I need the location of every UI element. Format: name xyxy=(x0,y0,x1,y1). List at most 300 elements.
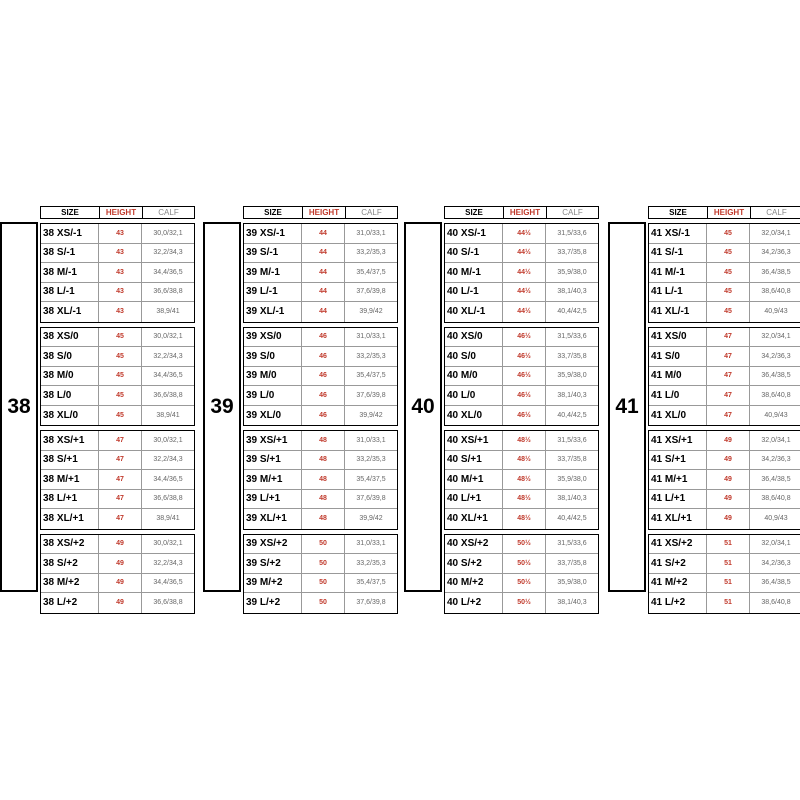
calf-cell: 33,7/35,8 xyxy=(557,352,587,360)
height-cell: 43 xyxy=(99,224,142,243)
table-row xyxy=(649,347,800,367)
size-cell: 41 XS/+1 xyxy=(649,431,707,450)
calf-cell: 35,9/38,0 xyxy=(557,372,587,380)
height-cell: 44½ xyxy=(503,224,546,243)
calf-cell: 38,1/40,3 xyxy=(557,288,587,296)
table-row xyxy=(445,367,598,387)
height-cell: 49 xyxy=(99,593,142,613)
size-cell: 40 M/-1 xyxy=(445,263,503,282)
table-row xyxy=(244,490,397,510)
row-group xyxy=(243,534,398,614)
table-row xyxy=(244,470,397,490)
size-cell: 39 XL/0 xyxy=(244,406,302,426)
table-row xyxy=(649,451,800,471)
height-cell: 44 xyxy=(302,302,345,322)
size-cell: 39 L/-1 xyxy=(244,283,302,302)
table-row xyxy=(41,302,194,322)
row-group xyxy=(444,327,599,427)
table-row xyxy=(649,431,800,451)
size-cell: 40 L/+2 xyxy=(445,593,503,613)
header-height: HEIGHT xyxy=(504,207,547,218)
calf-cell: 37,6/39,8 xyxy=(356,599,386,607)
calf-cell: 39,9/42 xyxy=(359,515,383,523)
height-cell: 45 xyxy=(99,406,142,426)
height-cell: 43 xyxy=(99,283,142,302)
calf-cell: 35,9/38,0 xyxy=(557,579,587,587)
row-group xyxy=(40,430,195,530)
calf-cell: 30,0/32,1 xyxy=(153,540,183,548)
calf-cell: 33,2/35,3 xyxy=(356,249,386,257)
row-group xyxy=(648,327,800,427)
table-row xyxy=(244,283,397,303)
height-cell: 51 xyxy=(707,574,750,593)
calf-cell: 31,5/33,6 xyxy=(557,436,587,444)
size-cell: 40 S/+1 xyxy=(445,451,503,470)
size-cell: 38 S/+2 xyxy=(41,554,99,573)
calf-cell: 38,9/41 xyxy=(156,411,180,419)
table-row xyxy=(41,224,194,244)
calf-cell: 31,0/33,1 xyxy=(356,333,386,341)
height-cell: 43 xyxy=(99,263,142,282)
header-calf: CALF xyxy=(766,208,787,217)
header-height: HEIGHT xyxy=(708,207,751,218)
calf-cell: 40,9/43 xyxy=(764,411,788,419)
calf-cell: 33,2/35,3 xyxy=(356,559,386,567)
calf-cell: 36,4/38,5 xyxy=(761,475,791,483)
height-cell: 51 xyxy=(707,593,750,613)
height-cell: 44 xyxy=(302,283,345,302)
height-cell: 46½ xyxy=(503,367,546,386)
table-row xyxy=(41,328,194,348)
table-row xyxy=(244,224,397,244)
size-cell: 38 S/-1 xyxy=(41,244,99,263)
table-row xyxy=(649,328,800,348)
height-cell: 45 xyxy=(707,302,750,322)
table-row xyxy=(41,283,194,303)
size-cell: 40 XS/-1 xyxy=(445,224,503,243)
calf-cell: 38,1/40,3 xyxy=(557,599,587,607)
calf-cell: 33,7/35,8 xyxy=(557,249,587,257)
height-cell: 46½ xyxy=(503,328,546,347)
row-group xyxy=(648,534,800,614)
height-cell: 49 xyxy=(99,535,142,554)
table-header xyxy=(243,206,398,219)
header-size: SIZE xyxy=(41,207,100,218)
calf-cell: 33,2/35,3 xyxy=(356,456,386,464)
table-row xyxy=(445,593,598,613)
calf-cell: 31,5/33,6 xyxy=(557,229,587,237)
size-cell: 39 L/+1 xyxy=(244,490,302,509)
calf-cell: 31,5/33,6 xyxy=(557,540,587,548)
height-cell: 45 xyxy=(707,244,750,263)
size-cell: 41 XL/+1 xyxy=(649,509,707,529)
size-cell: 39 S/0 xyxy=(244,347,302,366)
height-cell: 44½ xyxy=(503,263,546,282)
height-cell: 46 xyxy=(302,347,345,366)
header-calf: CALF xyxy=(361,208,382,217)
calf-cell: 38,1/40,3 xyxy=(557,391,587,399)
row-group xyxy=(243,223,398,323)
table-row xyxy=(445,244,598,264)
height-cell: 47 xyxy=(99,431,142,450)
size-cell: 41 XS/-1 xyxy=(649,224,707,243)
row-group xyxy=(444,534,599,614)
table-row xyxy=(445,509,598,529)
table-row xyxy=(41,490,194,510)
table-row xyxy=(41,509,194,529)
table-row xyxy=(649,224,800,244)
table-row xyxy=(649,470,800,490)
calf-cell: 38,6/40,8 xyxy=(761,599,791,607)
calf-cell: 38,6/40,8 xyxy=(761,288,791,296)
calf-cell: 30,0/32,1 xyxy=(153,229,183,237)
height-cell: 44½ xyxy=(503,302,546,322)
table-row xyxy=(41,367,194,387)
size-cell: 38 S/0 xyxy=(41,347,99,366)
size-cell: 38 L/0 xyxy=(41,386,99,405)
height-cell: 45 xyxy=(99,347,142,366)
shoe-size-label: 41 xyxy=(608,222,646,592)
calf-cell: 34,4/36,5 xyxy=(153,579,183,587)
calf-cell: 39,9/42 xyxy=(359,411,383,419)
table-row xyxy=(649,386,800,406)
calf-cell: 32,2/34,3 xyxy=(153,249,183,257)
size-cell: 41 M/+2 xyxy=(649,574,707,593)
height-cell: 47 xyxy=(99,451,142,470)
header-height: HEIGHT xyxy=(303,207,346,218)
height-cell: 47 xyxy=(99,470,142,489)
calf-cell: 34,4/36,5 xyxy=(153,372,183,380)
size-cell: 40 S/-1 xyxy=(445,244,503,263)
row-group xyxy=(648,223,800,323)
table-row xyxy=(41,431,194,451)
size-cell: 38 M/+1 xyxy=(41,470,99,489)
size-cell: 39 M/0 xyxy=(244,367,302,386)
calf-cell: 34,4/36,5 xyxy=(153,475,183,483)
table-row xyxy=(244,593,397,613)
size-cell: 40 XL/+1 xyxy=(445,509,503,529)
row-group xyxy=(243,327,398,427)
size-cell: 38 XL/-1 xyxy=(41,302,99,322)
height-cell: 47 xyxy=(99,490,142,509)
table-row xyxy=(41,244,194,264)
calf-cell: 32,0/34,1 xyxy=(761,436,791,444)
calf-cell: 32,0/34,1 xyxy=(761,229,791,237)
table-row xyxy=(244,347,397,367)
size-cell: 41 L/-1 xyxy=(649,283,707,302)
height-cell: 46 xyxy=(302,328,345,347)
size-cell: 38 S/+1 xyxy=(41,451,99,470)
size-cell: 40 XS/+1 xyxy=(445,431,503,450)
calf-cell: 34,2/36,3 xyxy=(761,456,791,464)
height-cell: 46½ xyxy=(503,347,546,366)
table-row xyxy=(244,554,397,574)
height-cell: 49 xyxy=(707,451,750,470)
size-cell: 39 XS/0 xyxy=(244,328,302,347)
calf-cell: 33,2/35,3 xyxy=(356,352,386,360)
height-cell: 50 xyxy=(302,554,345,573)
size-cell: 41 M/0 xyxy=(649,367,707,386)
calf-cell: 35,9/38,0 xyxy=(557,475,587,483)
shoe-size-label: 39 xyxy=(203,222,241,592)
size-cell: 40 S/0 xyxy=(445,347,503,366)
height-cell: 45 xyxy=(707,283,750,302)
size-table xyxy=(243,206,398,614)
table-row xyxy=(244,367,397,387)
size-cell: 40 XS/0 xyxy=(445,328,503,347)
calf-cell: 30,0/32,1 xyxy=(153,436,183,444)
table-row xyxy=(41,470,194,490)
table-header xyxy=(40,206,195,219)
height-cell: 49 xyxy=(99,574,142,593)
table-row xyxy=(445,224,598,244)
table-row xyxy=(649,283,800,303)
size-cell: 39 S/-1 xyxy=(244,244,302,263)
calf-cell: 36,6/38,8 xyxy=(153,599,183,607)
height-cell: 46½ xyxy=(503,406,546,426)
calf-cell: 36,4/38,5 xyxy=(761,268,791,276)
size-cell: 39 S/+2 xyxy=(244,554,302,573)
size-cell: 39 M/-1 xyxy=(244,263,302,282)
table-row xyxy=(445,263,598,283)
table-row xyxy=(244,302,397,322)
height-cell: 48½ xyxy=(503,451,546,470)
table-row xyxy=(41,574,194,594)
height-cell: 48½ xyxy=(503,431,546,450)
height-cell: 50½ xyxy=(503,535,546,554)
row-group xyxy=(40,327,195,427)
height-cell: 50 xyxy=(302,593,345,613)
table-row xyxy=(445,328,598,348)
table-header xyxy=(648,206,800,219)
header-height: HEIGHT xyxy=(100,207,143,218)
size-cell: 40 L/0 xyxy=(445,386,503,405)
size-cell: 40 S/+2 xyxy=(445,554,503,573)
height-cell: 50½ xyxy=(503,593,546,613)
table-row xyxy=(445,386,598,406)
height-cell: 43 xyxy=(99,244,142,263)
table-row xyxy=(649,302,800,322)
height-cell: 48½ xyxy=(503,509,546,529)
size-cell: 41 L/0 xyxy=(649,386,707,405)
size-cell: 41 XS/+2 xyxy=(649,535,707,554)
table-row xyxy=(445,451,598,471)
height-cell: 48 xyxy=(302,509,345,529)
calf-cell: 40,4/42,5 xyxy=(557,515,587,523)
calf-cell: 37,6/39,8 xyxy=(356,495,386,503)
height-cell: 47 xyxy=(707,328,750,347)
table-row xyxy=(445,347,598,367)
table-row xyxy=(41,263,194,283)
table-row xyxy=(649,263,800,283)
header-size: SIZE xyxy=(445,207,504,218)
size-cell: 39 XL/-1 xyxy=(244,302,302,322)
height-cell: 50 xyxy=(302,535,345,554)
height-cell: 45 xyxy=(99,328,142,347)
calf-cell: 32,2/34,3 xyxy=(153,352,183,360)
calf-cell: 33,7/35,8 xyxy=(557,456,587,464)
table-row xyxy=(41,386,194,406)
calf-cell: 36,6/38,8 xyxy=(153,288,183,296)
size-cell: 40 XL/-1 xyxy=(445,302,503,322)
calf-cell: 40,4/42,5 xyxy=(557,411,587,419)
table-row xyxy=(244,574,397,594)
calf-cell: 38,9/41 xyxy=(156,308,180,316)
size-cell: 38 M/0 xyxy=(41,367,99,386)
height-cell: 46 xyxy=(302,367,345,386)
height-cell: 44 xyxy=(302,224,345,243)
table-row xyxy=(445,283,598,303)
size-cell: 38 XL/0 xyxy=(41,406,99,426)
table-row xyxy=(244,244,397,264)
calf-cell: 37,6/39,8 xyxy=(356,288,386,296)
shoe-size-label: 40 xyxy=(404,222,442,592)
height-cell: 51 xyxy=(707,554,750,573)
size-cell: 38 XS/+1 xyxy=(41,431,99,450)
height-cell: 48 xyxy=(302,451,345,470)
height-cell: 48 xyxy=(302,431,345,450)
calf-cell: 36,6/38,8 xyxy=(153,495,183,503)
row-group xyxy=(40,223,195,323)
size-cell: 38 L/+1 xyxy=(41,490,99,509)
table-row xyxy=(244,535,397,555)
height-cell: 47 xyxy=(707,367,750,386)
size-table xyxy=(40,206,195,614)
table-row xyxy=(649,574,800,594)
size-cell: 38 XL/+1 xyxy=(41,509,99,529)
size-cell: 38 M/-1 xyxy=(41,263,99,282)
calf-cell: 36,4/38,5 xyxy=(761,372,791,380)
height-cell: 45 xyxy=(707,263,750,282)
size-cell: 41 XL/-1 xyxy=(649,302,707,322)
calf-cell: 35,4/37,5 xyxy=(356,372,386,380)
calf-cell: 32,2/34,3 xyxy=(153,456,183,464)
calf-cell: 32,2/34,3 xyxy=(153,559,183,567)
height-cell: 50½ xyxy=(503,574,546,593)
size-cell: 41 L/+1 xyxy=(649,490,707,509)
calf-cell: 35,4/37,5 xyxy=(356,579,386,587)
size-cell: 39 L/+2 xyxy=(244,593,302,613)
height-cell: 47 xyxy=(99,509,142,529)
header-size: SIZE xyxy=(244,207,303,218)
height-cell: 49 xyxy=(99,554,142,573)
table-row xyxy=(445,431,598,451)
size-cell: 40 M/+2 xyxy=(445,574,503,593)
calf-cell: 38,6/40,8 xyxy=(761,495,791,503)
table-row xyxy=(244,386,397,406)
calf-cell: 37,6/39,8 xyxy=(356,391,386,399)
table-row xyxy=(649,244,800,264)
size-cell: 39 XS/+1 xyxy=(244,431,302,450)
shoe-size-label: 38 xyxy=(0,222,38,592)
calf-cell: 34,2/36,3 xyxy=(761,249,791,257)
calf-cell: 36,4/38,5 xyxy=(761,579,791,587)
table-row xyxy=(41,535,194,555)
table-row xyxy=(649,367,800,387)
height-cell: 45 xyxy=(707,224,750,243)
size-table xyxy=(648,206,800,614)
size-cell: 39 M/+1 xyxy=(244,470,302,489)
size-cell: 39 M/+2 xyxy=(244,574,302,593)
table-row xyxy=(445,302,598,322)
height-cell: 51 xyxy=(707,535,750,554)
height-cell: 44 xyxy=(302,244,345,263)
table-row xyxy=(649,406,800,426)
size-cell: 41 XL/0 xyxy=(649,406,707,426)
height-cell: 47 xyxy=(707,406,750,426)
calf-cell: 33,7/35,8 xyxy=(557,559,587,567)
table-row xyxy=(445,554,598,574)
size-cell: 41 S/+2 xyxy=(649,554,707,573)
height-cell: 48 xyxy=(302,490,345,509)
calf-cell: 31,0/33,1 xyxy=(356,229,386,237)
size-cell: 41 XS/0 xyxy=(649,328,707,347)
size-cell: 38 XS/+2 xyxy=(41,535,99,554)
calf-cell: 40,9/43 xyxy=(764,515,788,523)
size-cell: 40 L/-1 xyxy=(445,283,503,302)
calf-cell: 36,6/38,8 xyxy=(153,391,183,399)
row-group xyxy=(444,223,599,323)
height-cell: 49 xyxy=(707,490,750,509)
height-cell: 45 xyxy=(99,367,142,386)
calf-cell: 39,9/42 xyxy=(359,308,383,316)
table-row xyxy=(41,593,194,613)
table-row xyxy=(244,451,397,471)
size-cell: 41 M/-1 xyxy=(649,263,707,282)
size-cell: 41 S/+1 xyxy=(649,451,707,470)
size-cell: 39 XL/+1 xyxy=(244,509,302,529)
table-row xyxy=(244,509,397,529)
size-cell: 38 XS/-1 xyxy=(41,224,99,243)
table-row xyxy=(649,593,800,613)
table-row xyxy=(649,535,800,555)
height-cell: 49 xyxy=(707,431,750,450)
calf-cell: 34,2/36,3 xyxy=(761,559,791,567)
calf-cell: 35,4/37,5 xyxy=(356,268,386,276)
calf-cell: 38,9/41 xyxy=(156,515,180,523)
table-row xyxy=(649,509,800,529)
calf-cell: 31,5/33,6 xyxy=(557,333,587,341)
height-cell: 50½ xyxy=(503,554,546,573)
calf-cell: 31,0/33,1 xyxy=(356,540,386,548)
height-cell: 50 xyxy=(302,574,345,593)
table-row xyxy=(649,554,800,574)
table-row xyxy=(41,406,194,426)
table-row xyxy=(41,554,194,574)
header-calf: CALF xyxy=(562,208,583,217)
table-row xyxy=(445,490,598,510)
table-row xyxy=(244,328,397,348)
size-cell: 40 XL/0 xyxy=(445,406,503,426)
table-row xyxy=(244,263,397,283)
size-cell: 41 S/-1 xyxy=(649,244,707,263)
table-row xyxy=(649,490,800,510)
size-cell: 38 M/+2 xyxy=(41,574,99,593)
header-size: SIZE xyxy=(649,207,708,218)
size-cell: 40 M/+1 xyxy=(445,470,503,489)
row-group xyxy=(648,430,800,530)
row-group xyxy=(444,430,599,530)
height-cell: 49 xyxy=(707,509,750,529)
size-cell: 39 S/+1 xyxy=(244,451,302,470)
size-cell: 39 XS/+2 xyxy=(244,535,302,554)
size-cell: 38 L/-1 xyxy=(41,283,99,302)
table-row xyxy=(41,347,194,367)
height-cell: 44½ xyxy=(503,244,546,263)
table-row xyxy=(41,451,194,471)
calf-cell: 32,0/34,1 xyxy=(761,333,791,341)
height-cell: 48½ xyxy=(503,490,546,509)
